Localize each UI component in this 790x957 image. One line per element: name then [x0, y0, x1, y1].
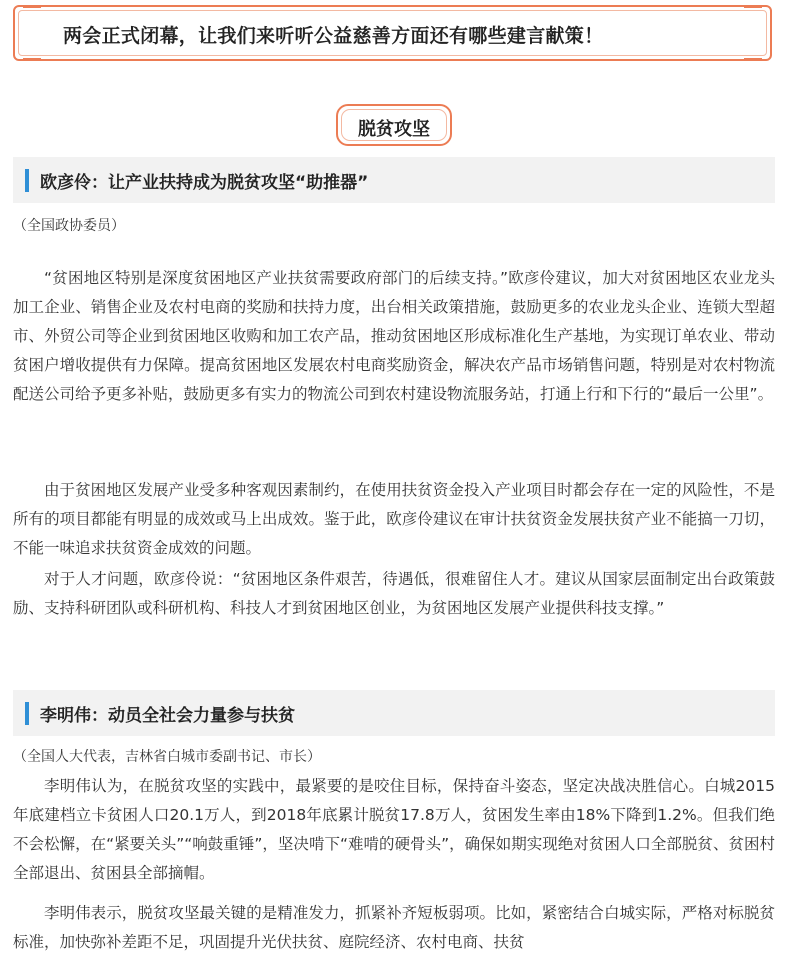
heading-accent-bar [25, 169, 29, 192]
body-paragraph: “贫困地区特别是深度贫困地区产业扶贫需要政府部门的后续支持。”欧彦伶建议，加大对贫困地区农业龙头加工企业、销售企业及农村电商的奖励和扶持力度，出台相关政策措施，鼓励更多的农业龙头企业、连锁大型超市、外贸公司等企业到贫困地区收购和加工农产品，推动贫困地区形成标准化生产基地，为实现订单农业、带动贫困户增收提供有力保障。提高贫困地区发展农村电商奖励资金，解决农产品市场销售问题，特别是对农村物流配送公司给予更多补贴，鼓励更多有实力的物流公司到农村建设物流服务站，打通上行和下行的“最后一公里”。 [13, 269, 775, 403]
heading-accent-bar [25, 702, 29, 725]
body-paragraph: 由于贫困地区发展产业受多种客观因素制约，在使用扶贫资金投入产业项目时都会存在一定的风险性，不是所有的项目都能有明显的成效或马上出成效。鉴于此，欧彦伶建议在审计扶贫资金发展扶贫产业不能搞一刀切，不能一味追求扶贫资金成效的问题。 [13, 481, 775, 557]
banner-corner-decoration [23, 5, 41, 26]
banner-corner-decoration [23, 40, 41, 61]
body-paragraph: 李明伟表示，脱贫攻坚最关键的是精准发力，抓紧补齐短板弱项。比如，紧密结合白城实际，严格对标脱贫标准，加快弥补差距不足，巩固提升光伏扶贫、庭院经济、农村电商、扶贫 [13, 904, 775, 951]
article-banner [13, 5, 772, 61]
section-tag [336, 104, 452, 146]
person-heading: 李明伟：动员全社会力量参与扶贫 [40, 706, 295, 726]
person-role: （全国人大代表，吉林省白城市委副书记、市长） [13, 749, 321, 765]
person-heading-bar [13, 690, 775, 736]
banner-corner-decoration [744, 5, 762, 26]
person-role: （全国政协委员） [13, 218, 125, 234]
person-heading: 欧彦伶：让产业扶持成为脱贫攻坚“助推器” [40, 173, 369, 193]
banner-corner-decoration [744, 40, 762, 61]
body-paragraph: 对于人才问题，欧彦伶说：“贫困地区条件艰苦，待遇低，很难留住人才。建议从国家层面制定出台政策鼓励、支持科研团队或科研机构、科技人才到贫困地区创业，为贫困地区发展产业提供科技支撑。” [13, 570, 775, 617]
article-title: 两会正式闭幕，让我们来听听公益慈善方面还有哪些建言献策！ [63, 25, 604, 47]
body-paragraph: 李明伟认为，在脱贫攻坚的实践中，最紧要的是咬住目标，保持奋斗姿态，坚定决战决胜信心。白城2015年底建档立卡贫困人口20.1万人，到2018年底累计脱贫17.8万人，贫困发生率由18%下降到1.2%。但我们绝不会松懈，在“紧要关头”“响鼓重锤”，坚决啃下“难啃的硬骨头”，确保如期实现绝对贫困人口全部脱贫、贫困村全部退出、贫困县全部摘帽。 [13, 777, 775, 882]
person-heading-bar [13, 157, 775, 203]
section-tag-label: 脱贫攻坚 [358, 119, 430, 140]
